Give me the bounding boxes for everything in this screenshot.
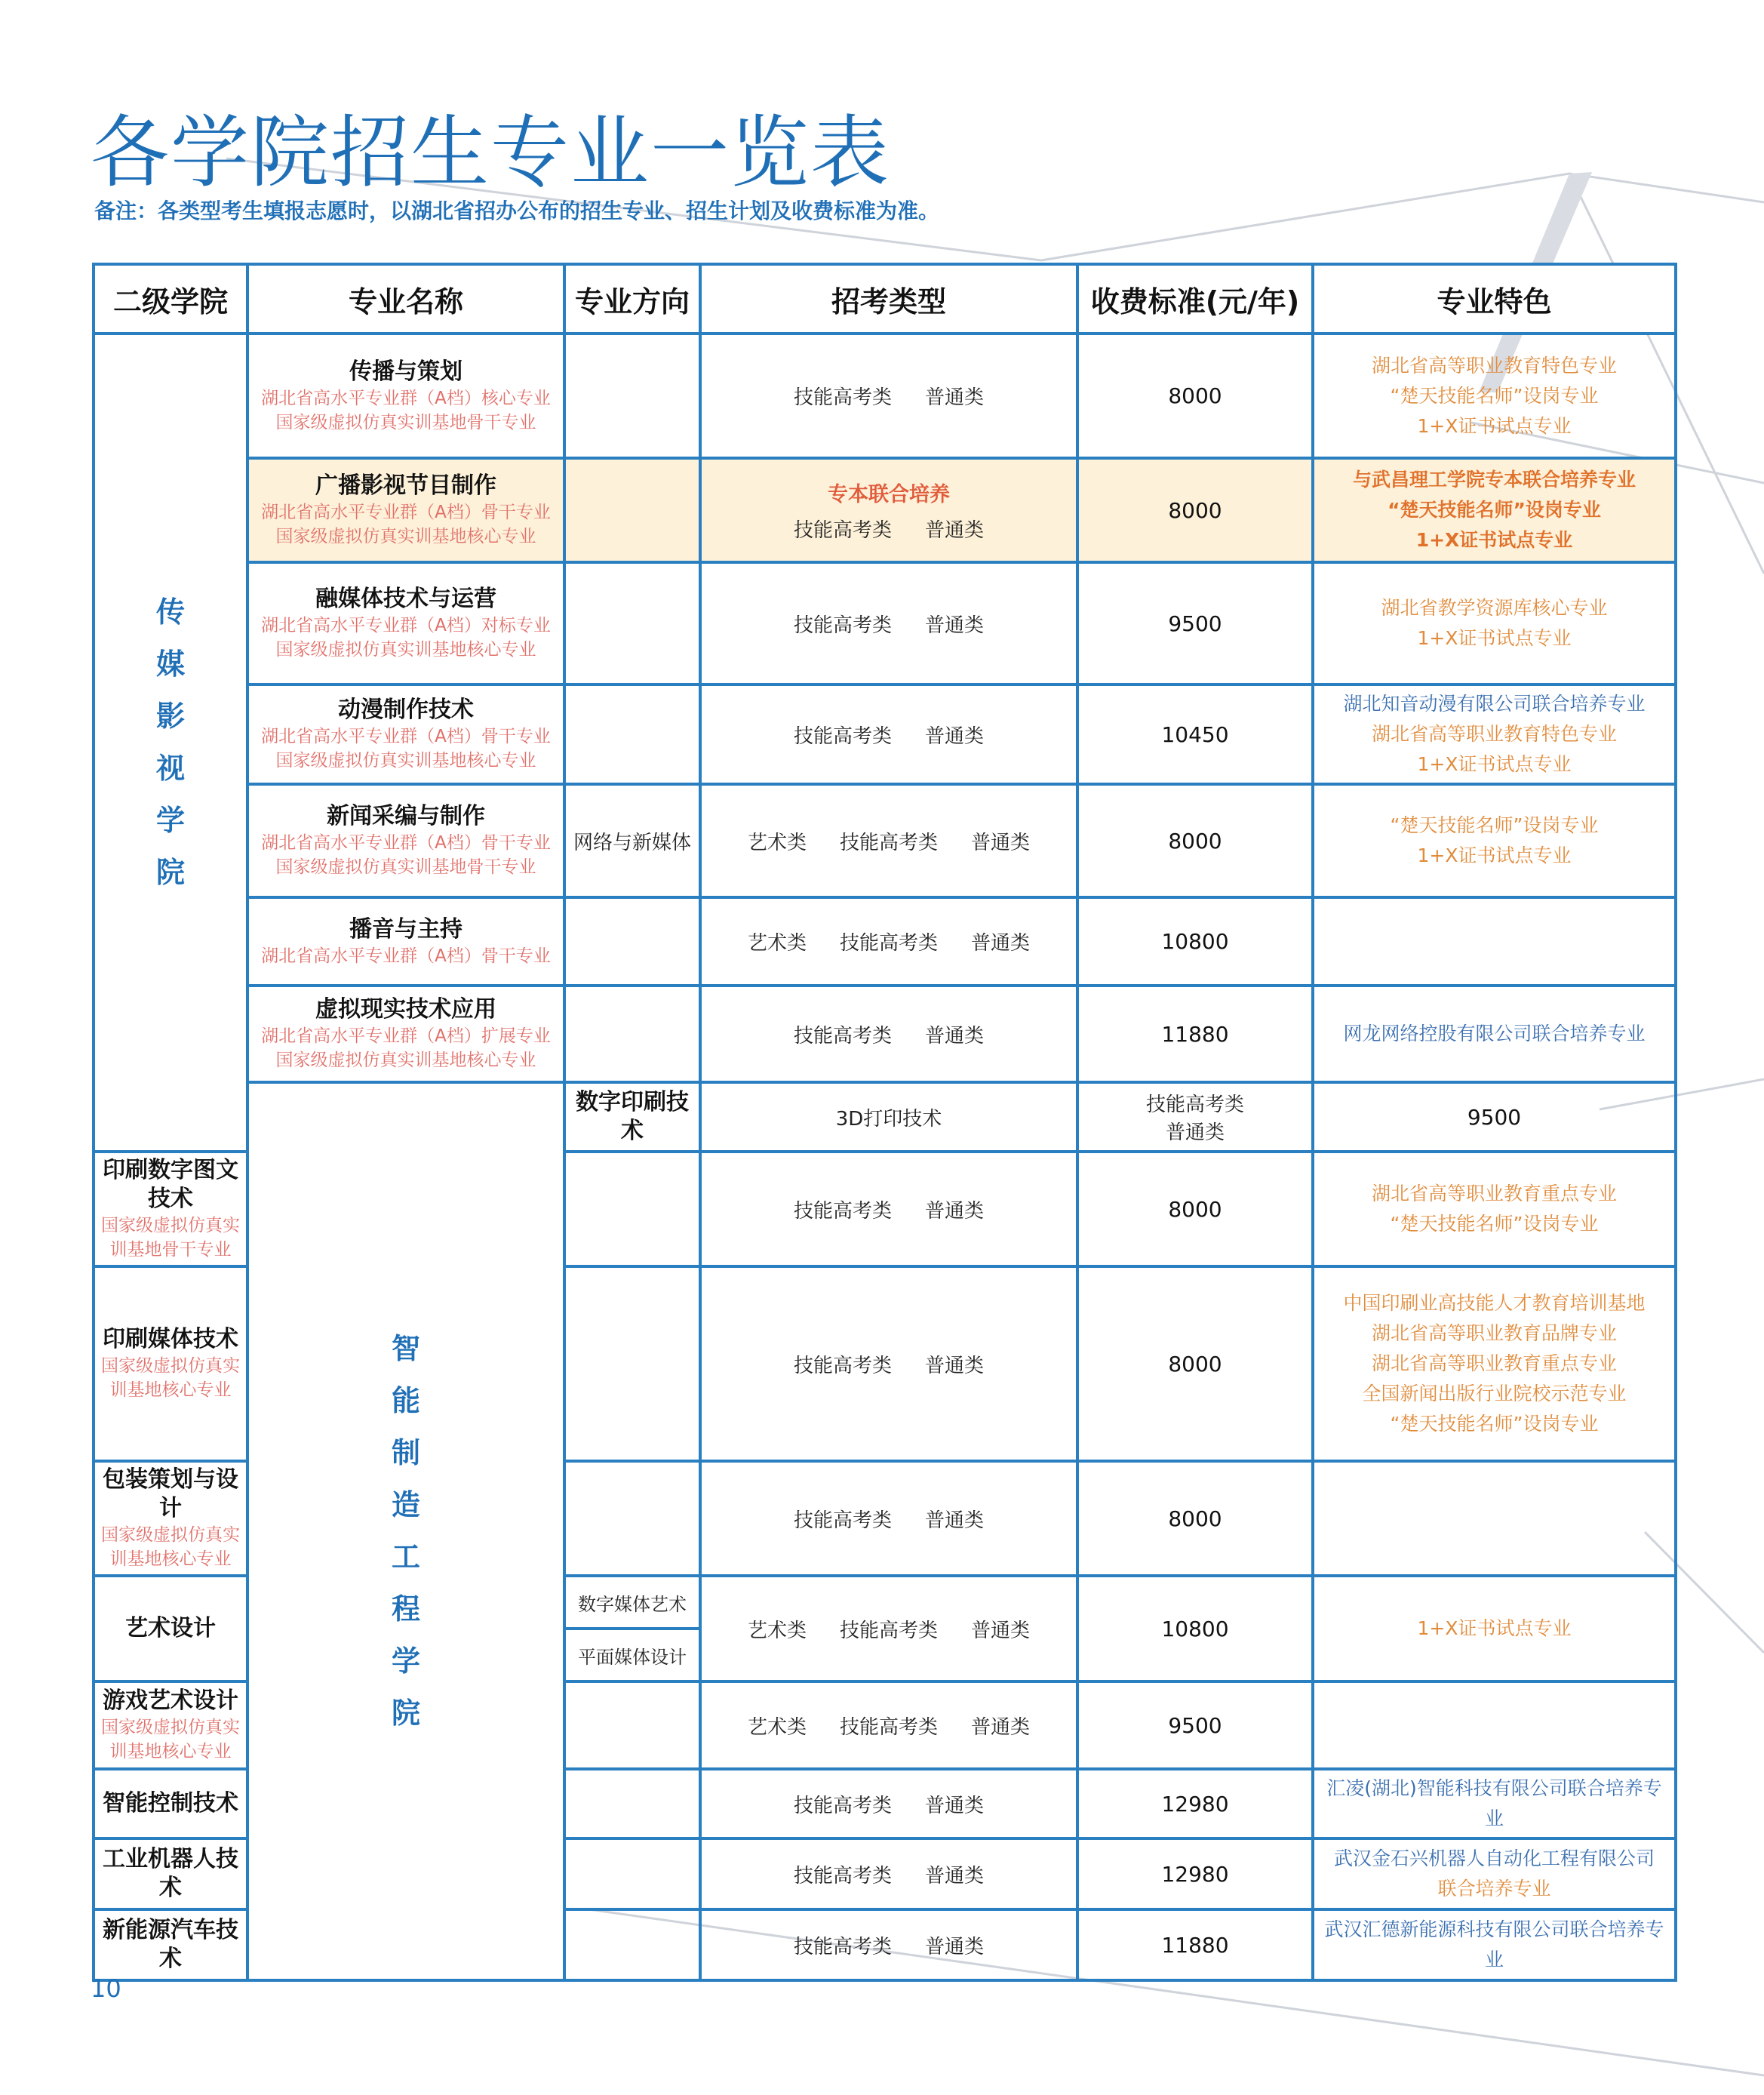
- feature-item: “楚天技能名师”设岗专业: [1388, 499, 1601, 521]
- admission-type: 艺术类: [747, 932, 807, 955]
- major-name: 包装策划与设计: [103, 1466, 238, 1521]
- admission-type-cell: [700, 458, 1077, 562]
- admission-type: 技能高考类: [793, 1509, 892, 1532]
- column-header: 收费标准(元/年): [1077, 264, 1313, 334]
- feature-item: 湖北省高等职业教育重点专业: [1371, 1352, 1617, 1374]
- admission-type: 技能高考类: [839, 1619, 938, 1642]
- college-name-char: 视: [155, 752, 185, 785]
- major-name: 动漫制作技术: [338, 697, 474, 723]
- major-name: 融媒体技术与运营: [315, 586, 496, 612]
- admission-type: 普通类: [1165, 1121, 1225, 1144]
- feature-item: 1+X证书试点专业: [1417, 1617, 1572, 1639]
- admission-type-cell: [700, 334, 1077, 458]
- major-honor-note: 国家级虚拟仿真实训基地骨干专业: [101, 1216, 240, 1260]
- major-name: 虚拟现实技术应用: [315, 996, 496, 1023]
- feature-item: 1+X证书试点专业: [1417, 753, 1572, 775]
- feature-item: 湖北省高等职业教育品牌专业: [1371, 1322, 1617, 1344]
- feature-item: 湖北省高等职业教育特色专业: [1371, 723, 1617, 745]
- admission-type-cell: [700, 1838, 1077, 1909]
- admission-type-cell: [700, 1909, 1077, 1980]
- major-name: 新闻采编与制作: [327, 803, 485, 829]
- direction-cell: [564, 1461, 700, 1576]
- direction-cell: 平面媒体设计: [564, 1629, 700, 1681]
- direction-cell: [564, 1266, 700, 1461]
- major-honor-note: 湖北省高水平专业群（A档）扩展专业: [261, 1026, 551, 1046]
- fee-cell: 8000: [1077, 1461, 1313, 1576]
- admission-type: 普通类: [925, 1794, 985, 1817]
- majors-table: [92, 263, 1677, 1982]
- admission-type-cell: [700, 986, 1077, 1082]
- admission-type-cell: [700, 784, 1077, 897]
- major-name: 播音与主持: [349, 915, 463, 943]
- admission-type-cell: [700, 897, 1077, 986]
- major-name: 艺术设计: [125, 1615, 216, 1641]
- feature-item: 全国新闻出版行业院校示范专业: [1362, 1383, 1627, 1404]
- admission-type: 技能高考类: [793, 1024, 892, 1048]
- features-cell: [1313, 1681, 1676, 1769]
- major-name-cell: [94, 1681, 247, 1769]
- fee-cell: 12980: [1077, 1769, 1313, 1838]
- admission-type: 普通类: [925, 1354, 985, 1377]
- college-name-char: 学: [155, 804, 185, 837]
- college-name-char: 院: [391, 1697, 420, 1730]
- page-note: 备注：各类型考生填报志愿时，以湖北省招办公布的招生专业、招生计划及收费标准为准。: [94, 198, 940, 223]
- major-name: 印刷数字图文技术: [103, 1157, 238, 1212]
- features-cell: [1313, 684, 1676, 784]
- features-cell: [1313, 1152, 1676, 1266]
- major-honor-note: 国家级虚拟仿真实训基地核心专业: [275, 527, 536, 546]
- major-honor-note: 湖北省高水平专业群（A档）骨干专业: [261, 833, 551, 853]
- admission-type: 普通类: [925, 1935, 985, 1958]
- fee-cell: 10450: [1077, 684, 1313, 784]
- admission-type: 技能高考类: [839, 831, 938, 854]
- major-name: 游戏艺术设计: [103, 1687, 238, 1714]
- direction-cell: [564, 897, 700, 986]
- major-name-cell: [247, 684, 564, 784]
- feature-item: 中国印刷业高技能人才教育培训基地: [1343, 1292, 1646, 1314]
- features-cell: [1313, 897, 1676, 986]
- major-honor-note: 湖北省高水平专业群（A档）骨干专业: [261, 727, 551, 746]
- admission-type: 普通类: [925, 519, 985, 542]
- fee-cell: 9500: [1313, 1082, 1676, 1152]
- major-name-cell: [94, 1838, 247, 1909]
- features-cell: [1313, 1909, 1676, 1980]
- feature-item: 1+X证书试点专业: [1417, 844, 1572, 866]
- major-name-cell: [94, 1266, 247, 1461]
- fee-cell: 9500: [1077, 1681, 1313, 1769]
- feature-item: 1+X证书试点专业: [1417, 627, 1572, 649]
- college-name-char: 院: [155, 856, 185, 889]
- direction-cell: [564, 1681, 700, 1769]
- admission-type: 艺术类: [747, 1715, 807, 1739]
- college-cell: [94, 334, 247, 1152]
- fee-cell: 8000: [1077, 784, 1313, 897]
- admission-type-cell: [700, 1769, 1077, 1838]
- feature-item: 1+X证书试点专业: [1415, 529, 1573, 551]
- direction-cell: 3D打印技术: [700, 1082, 1077, 1152]
- direction-cell: [564, 334, 700, 458]
- major-honor-note: 国家级虚拟仿真实训基地骨干专业: [275, 412, 536, 432]
- features-cell: [1313, 1838, 1676, 1909]
- admission-type: 技能高考类: [793, 1199, 892, 1223]
- direction-cell: [564, 1909, 700, 1980]
- major-honor-note: 湖北省高水平专业群（A档）核心专业: [261, 388, 551, 408]
- major-name-cell: [247, 986, 564, 1082]
- features-cell: [1313, 986, 1676, 1082]
- fee-cell: 9500: [1077, 562, 1313, 684]
- features-cell: [1313, 1576, 1676, 1681]
- major-honor-note: 湖北省高水平专业群（A档）骨干专业: [261, 946, 551, 966]
- direction-cell: [564, 562, 700, 684]
- admission-type-cell: [700, 1681, 1077, 1769]
- direction-cell: [564, 986, 700, 1082]
- feature-item: “楚天技能名师”设岗专业: [1390, 1413, 1599, 1435]
- feature-item: 汇凌(湖北)智能科技有限公司联合培养专业: [1326, 1777, 1662, 1829]
- college-name-char: 工: [391, 1540, 420, 1574]
- college-name-char: 造: [391, 1488, 420, 1521]
- feature-item: “楚天技能名师”设岗专业: [1390, 1213, 1599, 1235]
- major-honor-note: 国家级虚拟仿真实训基地核心专业: [275, 751, 536, 771]
- admission-type: 普通类: [925, 614, 985, 637]
- admission-type: 技能高考类: [793, 1935, 892, 1958]
- college-name-char: 媒: [155, 648, 185, 681]
- admission-type: 艺术类: [747, 1619, 807, 1642]
- column-header: 招考类型: [700, 264, 1077, 334]
- major-name: 工业机器人技术: [103, 1846, 238, 1901]
- table-row: [94, 684, 1676, 784]
- table-row: [94, 1082, 1676, 1152]
- college-name-char: 传: [155, 595, 185, 629]
- major-name-cell: [94, 1576, 247, 1681]
- feature-item: 1+X证书试点专业: [1417, 414, 1572, 437]
- admission-type-cell: [700, 684, 1077, 784]
- direction-cell: 数字媒体艺术: [564, 1576, 700, 1629]
- admission-type: 普通类: [925, 1199, 985, 1223]
- fee-cell: 11880: [1077, 986, 1313, 1082]
- feature-item: 网龙网络控股有限公司联合培养专业: [1343, 1023, 1646, 1044]
- major-name-cell: [564, 1082, 700, 1152]
- major-honor-note: 国家级虚拟仿真实训基地核心专业: [101, 1525, 240, 1569]
- college-name-char: 程: [391, 1592, 420, 1626]
- feature-item: “楚天技能名师”设岗专业: [1390, 814, 1599, 836]
- admission-type-cell: [700, 562, 1077, 684]
- feature-item: 湖北省高等职业教育重点专业: [1371, 1183, 1617, 1204]
- major-honor-note: 国家级虚拟仿真实训基地核心专业: [275, 640, 536, 660]
- features-cell: [1313, 784, 1676, 897]
- feature-item: 与武昌理工学院专本联合培养专业: [1352, 469, 1636, 491]
- major-name-cell: [247, 897, 564, 986]
- fee-cell: 8000: [1077, 458, 1313, 562]
- page-title: 各学院招生专业一览表: [91, 106, 891, 198]
- admission-type: 技能高考类: [793, 614, 892, 637]
- major-name-cell: [247, 784, 564, 897]
- admission-type: 技能高考类: [793, 386, 892, 409]
- direction-cell: [564, 1152, 700, 1266]
- direction-cell: [564, 684, 700, 784]
- admission-type-cell: [700, 1266, 1077, 1461]
- column-header: 二级学院: [94, 264, 247, 334]
- major-name-cell: [94, 1461, 247, 1576]
- features-cell: [1313, 1266, 1676, 1461]
- table-row: [94, 458, 1676, 562]
- feature-item: 湖北省高等职业教育特色专业: [1371, 354, 1617, 377]
- table-row: [94, 562, 1676, 684]
- features-cell: [1313, 1461, 1676, 1576]
- admission-type: 技能高考类: [839, 1715, 938, 1739]
- feature-item: “楚天技能名师”设岗专业: [1390, 384, 1599, 407]
- admission-type: 技能高考类: [793, 519, 892, 542]
- major-honor-note: 国家级虚拟仿真实训基地核心专业: [101, 1718, 240, 1761]
- feature-item: 武汉金石兴机器人自动化工程有限公司: [1333, 1847, 1655, 1869]
- college-name-char: 影: [155, 700, 185, 733]
- admission-type: 普通类: [925, 386, 985, 409]
- admission-type: 普通类: [971, 1715, 1031, 1739]
- major-name: 智能控制技术: [103, 1790, 238, 1817]
- feature-item: 武汉汇德新能源科技有限公司联合培养专业: [1324, 1918, 1664, 1970]
- table-row: [94, 334, 1676, 458]
- fee-cell: 8000: [1077, 334, 1313, 458]
- feature-item: 湖北知音动漫有限公司联合培养专业: [1343, 693, 1646, 715]
- joint-program-label: 专本联合培养: [828, 483, 950, 506]
- major-name: 传播与策划: [349, 358, 463, 385]
- admission-type: 普通类: [971, 831, 1031, 854]
- table-header-row: [94, 264, 1676, 334]
- fee-cell: 11880: [1077, 1909, 1313, 1980]
- admission-type: 技能高考类: [793, 1794, 892, 1817]
- major-name-cell: [247, 458, 564, 562]
- admission-type: 普通类: [925, 724, 985, 748]
- column-header: 专业方向: [564, 264, 700, 334]
- admission-type: 技能高考类: [793, 1864, 892, 1887]
- major-honor-note: 湖北省高水平专业群（A档）骨干专业: [261, 503, 551, 522]
- college-name-char: 智: [391, 1332, 420, 1365]
- major-name-cell: [247, 562, 564, 684]
- features-cell: [1313, 334, 1676, 458]
- major-name-cell: [94, 1769, 247, 1838]
- college-name-char: 学: [391, 1644, 420, 1678]
- major-name: 新能源汽车技术: [103, 1917, 238, 1972]
- admission-type-cell: [1077, 1082, 1313, 1152]
- admission-type: 普通类: [971, 1619, 1031, 1642]
- admission-type: 技能高考类: [793, 1354, 892, 1377]
- admission-type: 技能高考类: [793, 724, 892, 748]
- feature-item: 联合培养专业: [1437, 1878, 1551, 1900]
- major-name: 广播影视节目制作: [315, 472, 496, 499]
- major-honor-note: 国家级虚拟仿真实训基地核心专业: [275, 1051, 536, 1070]
- feature-item: 湖北省教学资源库核心专业: [1381, 597, 1608, 619]
- table-row: [94, 897, 1676, 986]
- fee-cell: 12980: [1077, 1838, 1313, 1909]
- major-name-cell: [94, 1909, 247, 1980]
- column-header: 专业名称: [247, 264, 564, 334]
- features-cell: [1313, 1769, 1676, 1838]
- table-row: [94, 986, 1676, 1082]
- admission-type-cell: [700, 1152, 1077, 1266]
- fee-cell: 10800: [1077, 1576, 1313, 1681]
- admission-type: 技能高考类: [839, 932, 938, 955]
- college-cell: [247, 1082, 564, 1980]
- direction-cell: 网络与新媒体: [564, 784, 700, 897]
- admission-type: 普通类: [925, 1864, 985, 1887]
- admission-type-cell: [700, 1461, 1077, 1576]
- page-number: 10: [91, 1974, 121, 2003]
- column-header: 专业特色: [1313, 264, 1676, 334]
- fee-cell: 8000: [1077, 1266, 1313, 1461]
- major-name: 数字印刷技术: [576, 1089, 689, 1144]
- major-name: 印刷媒体技术: [103, 1326, 238, 1352]
- admission-type: 普通类: [925, 1024, 985, 1048]
- college-name-char: 能: [391, 1384, 420, 1417]
- admission-type: 艺术类: [747, 831, 807, 854]
- major-honor-note: 湖北省高水平专业群（A档）对标专业: [261, 616, 551, 635]
- direction-cell: [564, 1769, 700, 1838]
- college-name-char: 制: [391, 1436, 420, 1469]
- admission-type: 普通类: [971, 932, 1031, 955]
- major-name-cell: [94, 1152, 247, 1266]
- direction-cell: [564, 458, 700, 562]
- fee-cell: 10800: [1077, 897, 1313, 986]
- fee-cell: 8000: [1077, 1152, 1313, 1266]
- direction-cell: [564, 1838, 700, 1909]
- major-honor-note: 国家级虚拟仿真实训基地核心专业: [101, 1356, 240, 1400]
- admission-type: 技能高考类: [1145, 1094, 1244, 1116]
- admission-type-cell: [700, 1576, 1077, 1681]
- admission-type: 普通类: [925, 1509, 985, 1532]
- table-row: [94, 784, 1676, 897]
- major-honor-note: 国家级虚拟仿真实训基地骨干专业: [275, 857, 536, 877]
- features-cell: [1313, 562, 1676, 684]
- features-cell: [1313, 458, 1676, 562]
- major-name-cell: [247, 334, 564, 458]
